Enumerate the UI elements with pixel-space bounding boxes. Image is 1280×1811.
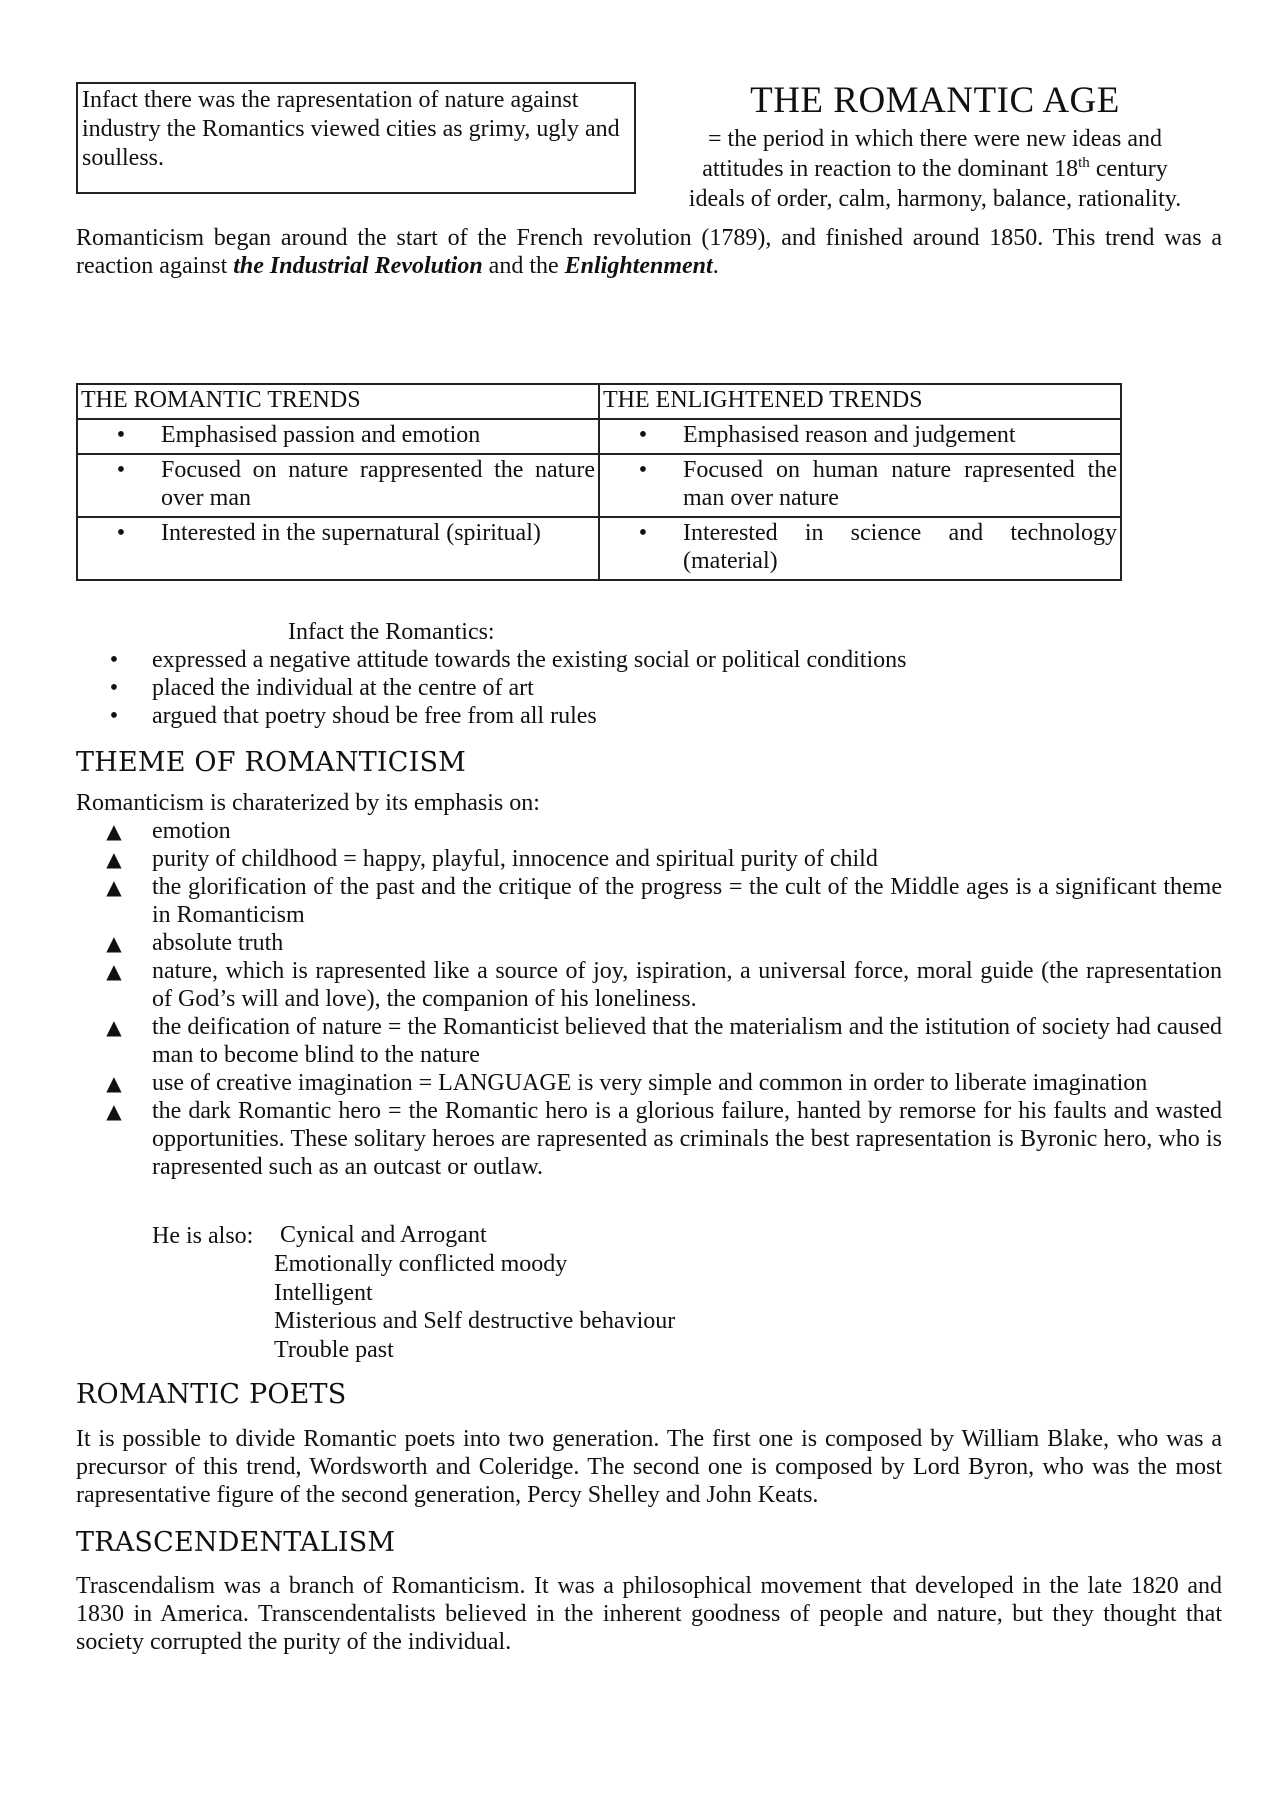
list-item [76,1069,1222,1097]
line2-text-end: century [1089,156,1168,182]
theme-intro: Romanticism is charaterized by its emphasis on: [76,790,540,816]
romantics-heading: Infact the Romantics: [288,619,495,645]
list-item-text: placed the individual at the centre of art [152,675,534,701]
bullet-icon: • [638,422,648,448]
trait: Intelligent [274,1279,373,1306]
enlightenment-emphasis: Enlightenment [564,253,713,279]
industrial-revolution-emphasis: the Industrial Revolution [233,253,483,279]
list-item-text: the dark Romantic hero = the Romantic hero is a glorious failure, hanted by remorse for his faults and wasted opportunities. These solitary heroes are rapresented as criminals the best rapresentation is Byronic hero, who is rapresented such as an outcast or outlaw. [152,1098,1222,1180]
poets-heading: ROMANTIC POETS [76,1379,347,1410]
triangle-bullet-icon: ▲ [106,1015,122,1039]
trends-table [76,383,1122,581]
list-item [76,646,1222,674]
intro-text-3: . [712,253,719,279]
trait: Emotionally conflicted moody [274,1251,568,1277]
cell-text: Interested in science and technology (material) [683,520,1117,574]
list-item-text: expressed a negative attitude towards the existing social or political conditions [152,647,907,673]
triangle-bullet-icon: ▲ [106,875,122,899]
table-cell [77,419,599,454]
note-box-text: Infact there was the rapresentation of nature against industry the Romantics viewed cities as grimy, ugly and soulless. [82,87,620,171]
cell-text: Focused on human nature rapresented the man over nature [683,457,1117,511]
page-title: THE ROMANTIC AGE [750,80,1120,121]
bullet-icon: • [109,647,119,673]
transcendentalism-paragraph: Trascendalism was a branch of Romanticism. It was a philosophical movement that developed in the late 1820 and 1830 in America. Transcendentalists believed in the inherent goodness of people and nature, but they thought that society corrupted the purity of the individual. [76,1573,1222,1655]
list-item-text: argued that poetry shoud be free from all rules [152,703,597,729]
column-header-enlightened: THE ENLIGHTENED TRENDS [599,384,1121,419]
triangle-bullet-icon: ▲ [106,1071,122,1095]
table-cell [77,517,599,580]
romantics-list [76,646,1222,730]
table-row [77,419,1121,454]
column-header-romantic: THE ROMANTIC TRENDS [77,384,599,419]
list-item [76,817,1222,845]
list-item-text: use of creative imagination = LANGUAGE is very simple and common in order to liberate imagination [152,1070,1148,1096]
list-item [76,957,1222,1013]
trait: Trouble past [274,1336,394,1363]
title-definition-line-1: = the period in which there were new ideas and [707,126,1163,152]
bullet-icon: • [109,703,119,729]
intro-text-2: and the [482,253,565,279]
triangle-bullet-icon: ▲ [106,847,122,871]
list-item-text: purity of childhood = happy, playful, innocence and spiritual purity of child [152,846,878,872]
note-box [76,82,636,194]
theme-heading: THEME OF ROMANTICISM [76,747,467,778]
list-item-text: emotion [152,818,231,844]
title-definition-line-2 [660,154,1210,184]
bullet-icon: • [109,675,119,701]
title-block [660,78,1210,214]
bullet-icon: • [638,520,648,546]
cell-text: Interested in the supernatural (spiritual) [161,520,541,546]
list-item [76,845,1222,873]
theme-list [76,817,1222,1181]
intro-paragraph [76,224,1222,280]
list-item [76,674,1222,702]
cell-text: Emphasised passion and emotion [161,422,481,448]
poets-paragraph: It is possible to divide Romantic poets into two generation. The first one is composed by William Blake, who was a precursor of this trend, Wordsworth and Coleridge. The second one is composed by Lord Byron, who was the most rapresentative figure of the second generation, Percy Shelley and John Keats. [76,1426,1222,1508]
bullet-icon: • [116,422,126,448]
list-item-text: the deification of nature = the Romanticist believed that the materialism and the istitution of society had caused man to become blind to the nature [152,1014,1222,1068]
list-item-text: the glorification of the past and the critique of the progress = the cult of the Middle ages is a significant theme in Romanticism [152,874,1222,928]
list-item [76,702,1222,730]
hero-traits [274,1222,676,1364]
triangle-bullet-icon: ▲ [106,931,122,955]
cell-text: Focused on nature rappresented the nature over man [161,457,595,511]
table-cell [599,454,1121,517]
triangle-bullet-icon: ▲ [106,1099,122,1123]
trait: Misterious and Self destructive behaviour [274,1308,676,1335]
list-item [76,1097,1222,1181]
list-item-text: nature, which is rapresented like a source of joy, ispiration, a universal force, moral guide (the rapresentation of God’s will and love), the companion of his loneliness. [152,958,1222,1012]
table-cell [77,454,599,517]
table-cell [599,419,1121,454]
transcendentalism-heading: TRASCENDENTALISM [76,1527,396,1558]
table-cell [599,517,1121,580]
intro-text: Romanticism began around the start of the French revolution (1789), and finished around 1850. This trend was a reaction against [76,225,1222,279]
hero-also-label [152,1222,253,1251]
bullet-icon: • [638,457,648,483]
list-item [76,929,1222,957]
table-row [77,454,1121,517]
triangle-bullet-icon: ▲ [106,819,122,843]
also-label-text: He is also: [152,1223,254,1249]
list-item [76,873,1222,929]
line2-text: attitudes in reaction to the dominant 18 [702,156,1079,182]
list-item-text: absolute truth [152,930,284,956]
bullet-icon: • [116,457,126,483]
table-header-row [77,384,1121,419]
title-definition-line-3: ideals of order, calm, harmony, balance, rationality. [688,186,1182,212]
cell-text: Emphasised reason and judgement [683,422,1016,448]
list-item [76,1013,1222,1069]
bullet-icon: • [116,520,126,546]
line2-superscript: th [1078,155,1090,171]
table-row [77,517,1121,580]
triangle-bullet-icon: ▲ [106,959,122,983]
trait: Cynical and Arrogant [280,1222,487,1249]
